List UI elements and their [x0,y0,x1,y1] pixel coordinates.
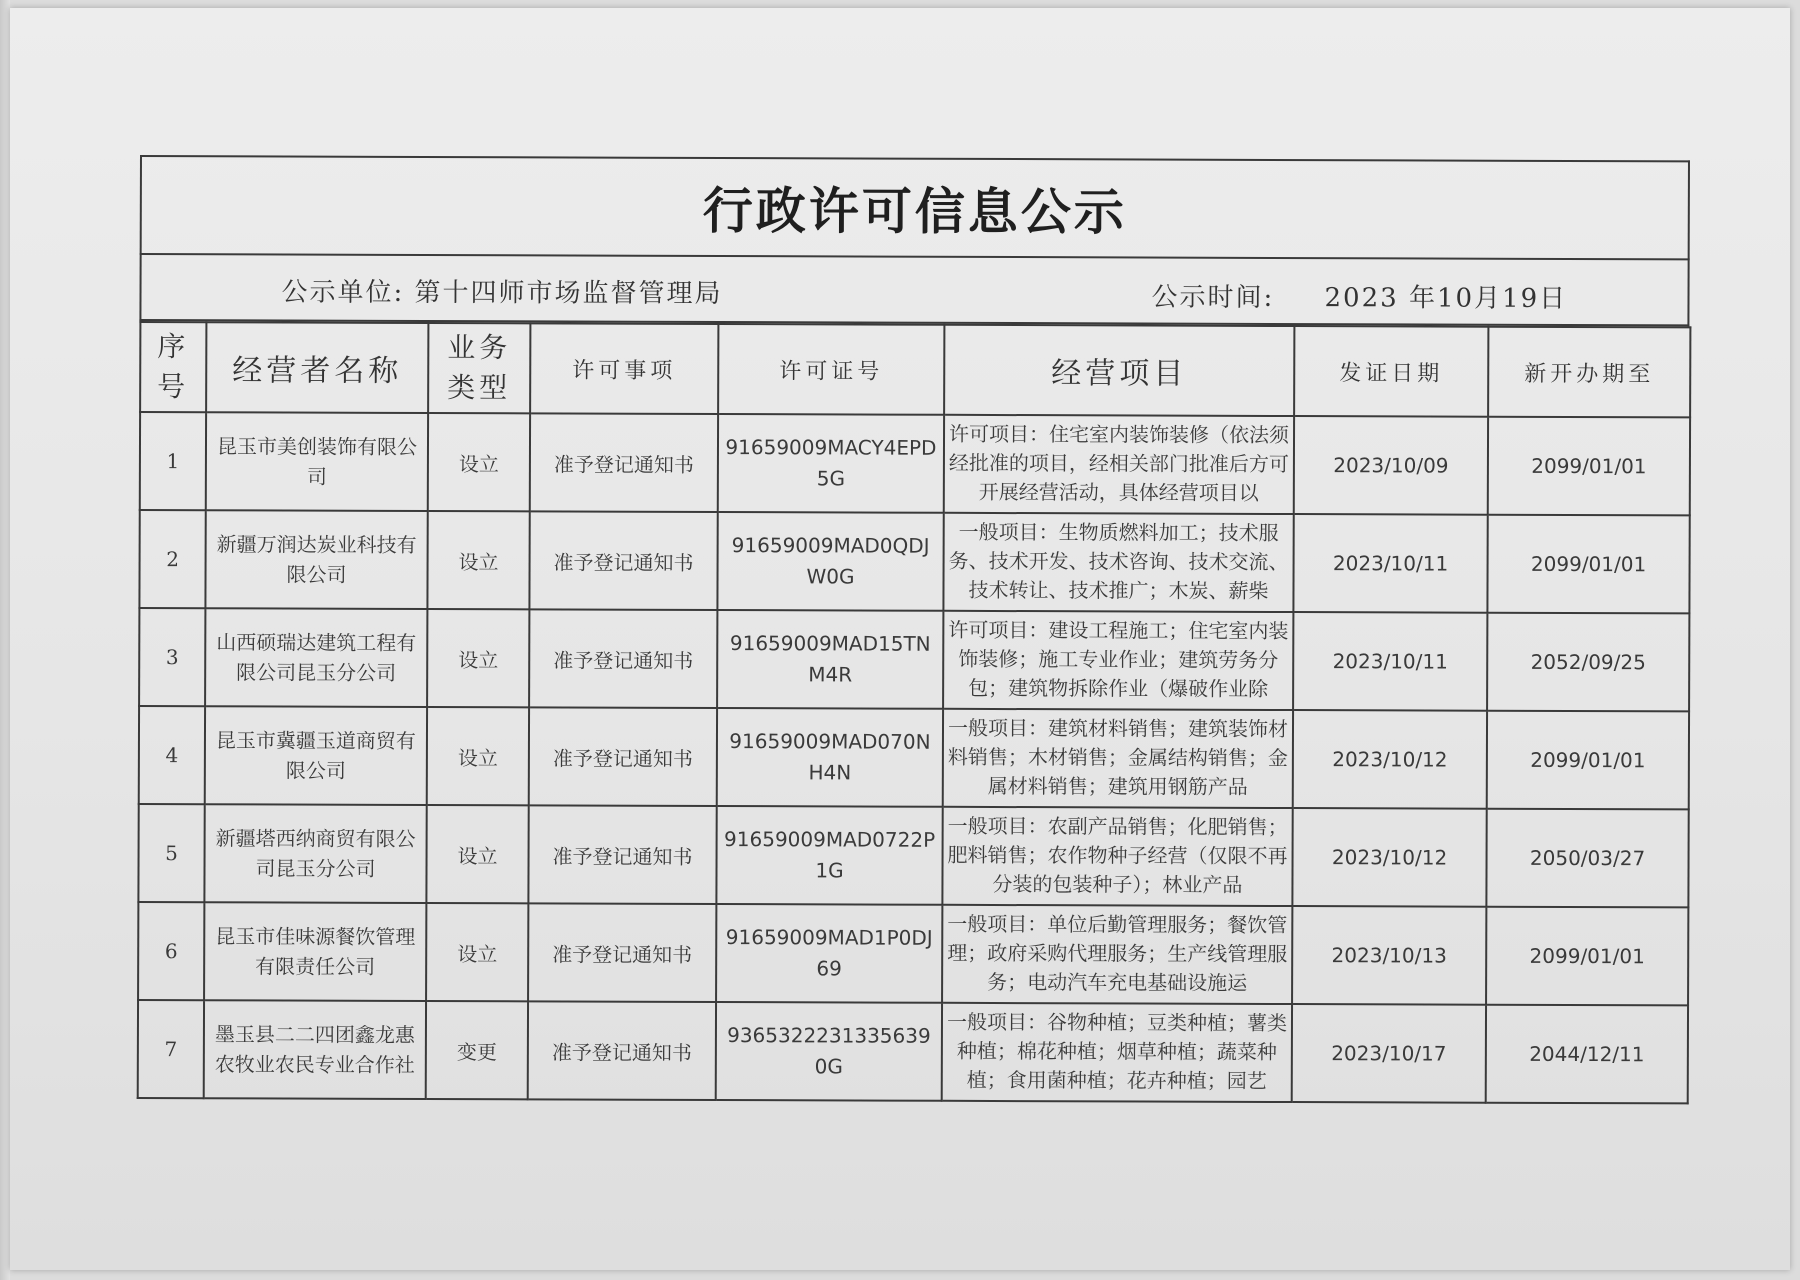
business-scope [943,709,1293,808]
business-scope-text: 许可项目：建设工程施工；住宅室内装饰装修；施工专业作业；建筑劳务分包；建筑物拆除作业（爆破作业除 [948,617,1289,701]
operator-name: 新疆塔西纳商贸有限公司昆玉分公司 [204,804,426,903]
license-item: 准予登记通知书 [530,413,718,512]
license-item: 准予登记通知书 [529,707,717,806]
row-index: 3 [139,608,205,706]
issue-date: 2023/10/17 [1292,1004,1486,1103]
time-label: 公示时间: [1151,282,1275,313]
business-type: 设立 [427,511,529,609]
row-index: 2 [139,510,205,608]
business-scope-text: 一般项目：生物质燃料加工；技术服务、技术开发、技术咨询、技术交流、技术转让、技术推广；木炭、薪柴 [948,519,1289,603]
expiry-date: 2099/01/01 [1488,417,1690,516]
operator-name: 山西硕瑞达建筑工程有限公司昆玉分公司 [205,608,427,707]
header-type: 业务类型 [428,323,530,413]
license-number: 91659009MAD1P0DJ69 [716,904,942,1003]
business-type: 变更 [426,1001,528,1099]
table-row [139,706,1689,809]
paper-edge [0,0,10,1280]
business-type: 设立 [427,707,529,805]
unit-label: 公示单位: [281,277,405,308]
header-frame [139,155,1690,326]
business-scope-text: 许可项目：住宅室内装饰装修（依法须经批准的项目，经相关部门批准后方可开展经营活动，具体经营项目以 [948,421,1290,505]
business-type: 设立 [428,413,530,511]
business-scope [943,513,1293,612]
expiry-date: 2099/01/01 [1487,515,1689,614]
issue-date: 2023/10/12 [1293,710,1487,809]
expiry-date: 2099/01/01 [1487,711,1689,810]
header-index: 序号 [140,322,206,412]
expiry-date: 2050/03/27 [1486,809,1688,908]
issue-date: 2023/10/13 [1292,906,1486,1005]
table-row [139,608,1689,711]
business-scope [944,415,1294,514]
publishing-time [1151,277,1567,315]
table-row [139,510,1689,613]
time-value: 2023 年10月19日 [1324,283,1568,314]
license-number: 93653222313356390G [716,1002,942,1101]
header-item: 许可事项 [530,323,718,414]
license-number: 91659009MAD070NH4N [717,708,943,807]
row-index: 1 [140,412,206,510]
issue-date: 2023/10/12 [1292,808,1486,907]
table-row [138,1000,1688,1103]
issue-date: 2023/10/11 [1293,612,1487,711]
business-scope [943,611,1293,710]
operator-name: 昆玉市冀疆玉道商贸有限公司 [205,706,427,805]
row-index: 4 [139,706,205,804]
row-index: 5 [138,804,204,902]
business-scope [942,905,1292,1004]
business-type: 设立 [427,609,529,707]
issue-date: 2023/10/09 [1294,416,1488,515]
operator-name: 墨玉县二二四团鑫龙惠农牧业农民专业合作社 [204,1000,426,1099]
license-number: 91659009MAD0QDJW0G [717,512,943,611]
publishing-unit [281,271,722,310]
license-item: 准予登记通知书 [528,903,716,1002]
license-item: 准予登记通知书 [529,609,717,708]
license-item: 准予登记通知书 [529,511,717,610]
header-issue-date: 发证日期 [1294,326,1488,417]
table-header-row [140,322,1690,417]
row-index: 7 [138,1000,204,1098]
operator-name: 新疆万润达炭业科技有限公司 [205,510,427,609]
business-scope-text: 一般项目：建筑材料销售；建筑装饰材料销售；木材销售；金属结构销售；金属材料销售；建筑用钢筋产品 [947,715,1289,799]
expiry-date: 2052/09/25 [1487,613,1689,712]
unit-value: 第十四师市场监督管理局 [414,277,723,310]
header-expiry: 新开办期至 [1488,327,1690,418]
business-scope [942,1003,1292,1102]
info-row [140,254,1688,325]
row-index: 6 [138,902,204,1000]
table-row [138,804,1688,907]
issue-date: 2023/10/11 [1293,514,1487,613]
license-number: 91659009MAD15TNM4R [717,610,943,709]
business-scope [942,807,1292,906]
document [137,155,1690,1105]
header-scope: 经营项目 [944,325,1294,416]
operator-name: 昆玉市美创装饰有限公司 [206,412,428,511]
page-title: 行政许可信息公示 [141,156,1689,259]
expiry-date: 2099/01/01 [1486,907,1688,1006]
header-license: 许可证号 [718,324,944,415]
business-type: 设立 [426,805,528,903]
business-scope-text: 一般项目：单位后勤管理服务；餐饮管理；政府采购代理服务；生产线管理服务；电动汽车充电基础设施运 [947,911,1288,995]
table-row [140,412,1690,515]
license-number: 91659009MACY4EPD5G [718,414,944,513]
expiry-date: 2044/12/11 [1486,1005,1688,1104]
business-type: 设立 [426,903,528,1001]
header-name: 经营者名称 [206,322,428,413]
license-item: 准予登记通知书 [528,805,716,904]
license-number: 91659009MAD0722P1G [716,806,942,905]
table-row [138,902,1688,1005]
license-item: 准予登记通知书 [528,1001,716,1100]
business-scope-text: 一般项目：农副产品销售；化肥销售；肥料销售；农作物种子经营（仅限不再分装的包装种子）；林业产品 [947,813,1288,897]
business-scope-text: 一般项目：谷物种植；豆类种植；薯类种植；棉花种植；烟草种植；蔬菜种植；食用菌种植；花卉种植；园艺 [946,1009,1288,1093]
license-table [137,321,1692,1104]
operator-name: 昆玉市佳味源餐饮管理有限责任公司 [204,902,426,1001]
